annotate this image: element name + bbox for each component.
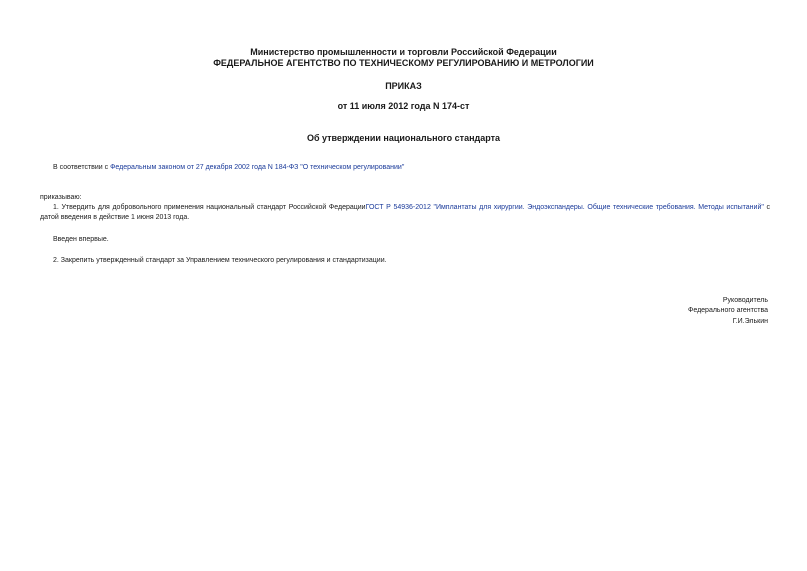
agency-title: ФЕДЕРАЛЬНОЕ АГЕНТСТВО ПО ТЕХНИЧЕСКОМУ РЕГУЛИРОВАНИЮ И МЕТРОЛОГИИ — [213, 58, 594, 68]
signature-name: Г.И.Элькин — [732, 318, 768, 325]
introduced-first-note: Введен впервые. — [53, 236, 109, 243]
signature-position-line1: Руководитель — [722, 297, 768, 304]
item-2-paragraph: 2. Закрепить утвержденный стандарт за Управлением технического регулирования и стандартизации. — [53, 257, 387, 264]
intro-paragraph — [53, 163, 773, 173]
item-1-prefix: 1. Утвердить для добровольного применения национальный стандарт Российской Федерации — [53, 204, 366, 211]
document-subject: Об утверждении национального стандарта — [306, 133, 501, 143]
document-type: ПРИКАЗ — [385, 81, 422, 91]
document-date-number: от 11 июля 2012 года N 174-ст — [337, 101, 470, 111]
order-word: приказываю: — [40, 194, 82, 201]
gost-standard-link[interactable]: ГОСТ Р 54936-2012 "Имплантаты для хирургии. Эндоэкспандеры. Общие технические требования. Методы испытаний" — [365, 204, 764, 211]
item-1-paragraph — [40, 203, 770, 223]
federal-law-link[interactable]: Федеральным законом от 27 декабря 2002 года N 184-ФЗ "О техническом регулировании" — [110, 164, 405, 171]
item-1-suffix: с датой введения в действие 1 июня 2013 года. — [40, 204, 770, 221]
ministry-title: Министерство промышленности и торговли Российской Федерации — [250, 47, 557, 57]
signature-position-line2: Федерального агентства — [688, 307, 768, 314]
intro-prefix: В соответствии с — [53, 164, 111, 171]
